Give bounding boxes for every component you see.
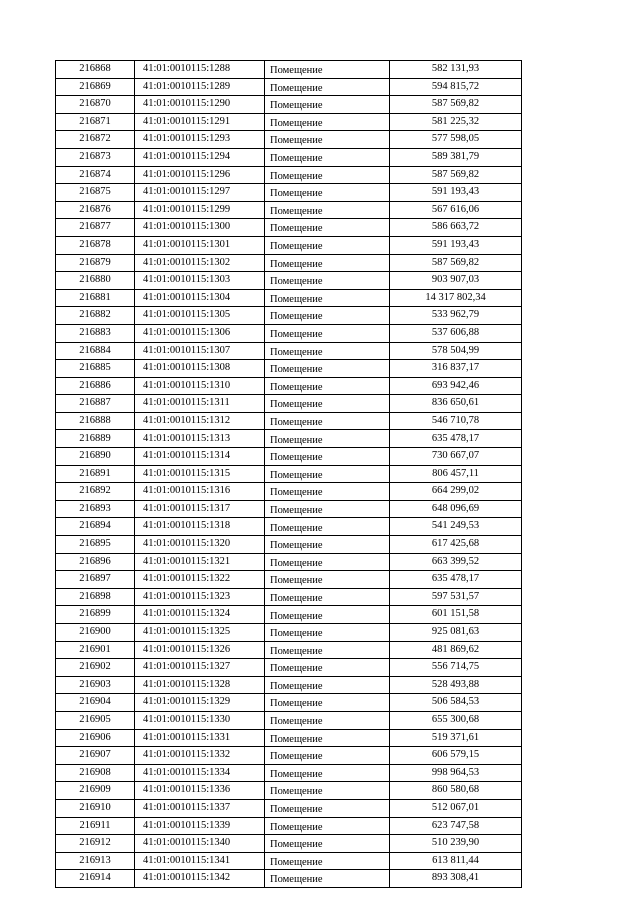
cadastral-value-cell: 578 504,99 <box>390 342 522 360</box>
table-row <box>56 113 522 131</box>
table-row <box>56 870 522 888</box>
table-row <box>56 96 522 114</box>
cadastral-value-cell: 903 907,03 <box>390 272 522 290</box>
object-type-cell: Помещение <box>265 96 390 114</box>
cadastral-value-cell: 589 381,79 <box>390 148 522 166</box>
row-number-cell: 216889 <box>56 430 135 448</box>
row-number-cell: 216907 <box>56 747 135 765</box>
cadastral-number-cell: 41:01:0010115:1332 <box>135 747 265 765</box>
cadastral-number-cell: 41:01:0010115:1340 <box>135 835 265 853</box>
object-type-cell: Помещение <box>265 360 390 378</box>
cadastral-value-cell: 587 569,82 <box>390 96 522 114</box>
table-row <box>56 571 522 589</box>
cadastral-number-cell: 41:01:0010115:1312 <box>135 412 265 430</box>
table-row <box>56 536 522 554</box>
cadastral-number-cell: 41:01:0010115:1305 <box>135 307 265 325</box>
cadastral-value-cell: 528 493,88 <box>390 676 522 694</box>
cadastral-value-cell: 582 131,93 <box>390 61 522 79</box>
cadastral-number-cell: 41:01:0010115:1315 <box>135 465 265 483</box>
table-row <box>56 624 522 642</box>
object-type-cell: Помещение <box>265 236 390 254</box>
cadastral-value-cell: 481 869,62 <box>390 641 522 659</box>
cadastral-number-cell: 41:01:0010115:1331 <box>135 729 265 747</box>
object-type-cell: Помещение <box>265 113 390 131</box>
object-type-cell: Помещение <box>265 764 390 782</box>
object-type-cell: Помещение <box>265 835 390 853</box>
cadastral-value-cell: 664 299,02 <box>390 483 522 501</box>
cadastral-number-cell: 41:01:0010115:1322 <box>135 571 265 589</box>
table-row <box>56 606 522 624</box>
object-type-cell: Помещение <box>265 571 390 589</box>
cadastral-number-cell: 41:01:0010115:1323 <box>135 588 265 606</box>
table-row <box>56 835 522 853</box>
row-number-cell: 216887 <box>56 395 135 413</box>
table-row <box>56 61 522 79</box>
table-row <box>56 254 522 272</box>
table-row <box>56 166 522 184</box>
object-type-cell: Помещение <box>265 201 390 219</box>
cadastral-value-cell: 594 815,72 <box>390 78 522 96</box>
object-type-cell: Помещение <box>265 483 390 501</box>
table-row <box>56 764 522 782</box>
object-type-cell: Помещение <box>265 219 390 237</box>
table-row <box>56 184 522 202</box>
table-row <box>56 852 522 870</box>
row-number-cell: 216881 <box>56 289 135 307</box>
table-body <box>56 61 522 888</box>
row-number-cell: 216878 <box>56 236 135 254</box>
object-type-cell: Помещение <box>265 536 390 554</box>
cadastral-value-cell: 591 193,43 <box>390 184 522 202</box>
table-row <box>56 307 522 325</box>
cadastral-value-cell: 893 308,41 <box>390 870 522 888</box>
row-number-cell: 216870 <box>56 96 135 114</box>
row-number-cell: 216894 <box>56 518 135 536</box>
cadastral-number-cell: 41:01:0010115:1311 <box>135 395 265 413</box>
row-number-cell: 216882 <box>56 307 135 325</box>
cadastral-value-cell: 648 096,69 <box>390 500 522 518</box>
row-number-cell: 216876 <box>56 201 135 219</box>
cadastral-number-cell: 41:01:0010115:1303 <box>135 272 265 290</box>
table-row <box>56 817 522 835</box>
row-number-cell: 216892 <box>56 483 135 501</box>
cadastral-value-cell: 519 371,61 <box>390 729 522 747</box>
cadastral-number-cell: 41:01:0010115:1299 <box>135 201 265 219</box>
table-row <box>56 729 522 747</box>
table-row <box>56 448 522 466</box>
row-number-cell: 216896 <box>56 553 135 571</box>
cadastral-number-cell: 41:01:0010115:1326 <box>135 641 265 659</box>
table-row <box>56 395 522 413</box>
table-row <box>56 219 522 237</box>
object-type-cell: Помещение <box>265 694 390 712</box>
row-number-cell: 216885 <box>56 360 135 378</box>
cadastral-number-cell: 41:01:0010115:1290 <box>135 96 265 114</box>
table-row <box>56 694 522 712</box>
object-type-cell: Помещение <box>265 553 390 571</box>
cadastral-number-cell: 41:01:0010115:1301 <box>135 236 265 254</box>
cadastral-value-cell: 506 584,53 <box>390 694 522 712</box>
table-row <box>56 747 522 765</box>
object-type-cell: Помещение <box>265 166 390 184</box>
table-row <box>56 272 522 290</box>
cadastral-value-cell: 635 478,17 <box>390 430 522 448</box>
table-row <box>56 430 522 448</box>
cadastral-number-cell: 41:01:0010115:1318 <box>135 518 265 536</box>
row-number-cell: 216905 <box>56 711 135 729</box>
cadastral-number-cell: 41:01:0010115:1308 <box>135 360 265 378</box>
cadastral-number-cell: 41:01:0010115:1324 <box>135 606 265 624</box>
cadastral-value-cell: 512 067,01 <box>390 799 522 817</box>
object-type-cell: Помещение <box>265 324 390 342</box>
table-row <box>56 148 522 166</box>
cadastral-value-cell: 925 081,63 <box>390 624 522 642</box>
object-type-cell: Помещение <box>265 817 390 835</box>
object-type-cell: Помещение <box>265 131 390 149</box>
cadastral-number-cell: 41:01:0010115:1328 <box>135 676 265 694</box>
row-number-cell: 216908 <box>56 764 135 782</box>
cadastral-value-cell: 601 151,58 <box>390 606 522 624</box>
object-type-cell: Помещение <box>265 606 390 624</box>
cadastral-number-cell: 41:01:0010115:1310 <box>135 377 265 395</box>
object-type-cell: Помещение <box>265 289 390 307</box>
table-row <box>56 500 522 518</box>
cadastral-value-cell: 510 239,90 <box>390 835 522 853</box>
cadastral-number-cell: 41:01:0010115:1289 <box>135 78 265 96</box>
cadastral-value-cell: 541 249,53 <box>390 518 522 536</box>
row-number-cell: 216914 <box>56 870 135 888</box>
cadastral-number-cell: 41:01:0010115:1293 <box>135 131 265 149</box>
cadastral-value-cell: 860 580,68 <box>390 782 522 800</box>
object-type-cell: Помещение <box>265 465 390 483</box>
cadastral-number-cell: 41:01:0010115:1307 <box>135 342 265 360</box>
row-number-cell: 216906 <box>56 729 135 747</box>
cadastral-value-cell: 806 457,11 <box>390 465 522 483</box>
cadastral-value-cell: 623 747,58 <box>390 817 522 835</box>
row-number-cell: 216895 <box>56 536 135 554</box>
table-row <box>56 131 522 149</box>
row-number-cell: 216902 <box>56 659 135 677</box>
cadastral-value-cell: 606 579,15 <box>390 747 522 765</box>
object-type-cell: Помещение <box>265 448 390 466</box>
cadastral-value-cell: 998 964,53 <box>390 764 522 782</box>
row-number-cell: 216877 <box>56 219 135 237</box>
cadastral-value-table <box>55 60 522 888</box>
object-type-cell: Помещение <box>265 852 390 870</box>
object-type-cell: Помещение <box>265 588 390 606</box>
table-row <box>56 782 522 800</box>
object-type-cell: Помещение <box>265 430 390 448</box>
object-type-cell: Помещение <box>265 747 390 765</box>
row-number-cell: 216904 <box>56 694 135 712</box>
object-type-cell: Помещение <box>265 711 390 729</box>
cadastral-value-cell: 635 478,17 <box>390 571 522 589</box>
row-number-cell: 216903 <box>56 676 135 694</box>
object-type-cell: Помещение <box>265 148 390 166</box>
cadastral-value-cell: 556 714,75 <box>390 659 522 677</box>
object-type-cell: Помещение <box>265 659 390 677</box>
cadastral-number-cell: 41:01:0010115:1334 <box>135 764 265 782</box>
row-number-cell: 216884 <box>56 342 135 360</box>
cadastral-value-cell: 655 300,68 <box>390 711 522 729</box>
row-number-cell: 216912 <box>56 835 135 853</box>
cadastral-value-cell: 587 569,82 <box>390 166 522 184</box>
cadastral-number-cell: 41:01:0010115:1320 <box>135 536 265 554</box>
cadastral-number-cell: 41:01:0010115:1297 <box>135 184 265 202</box>
object-type-cell: Помещение <box>265 729 390 747</box>
cadastral-value-cell: 693 942,46 <box>390 377 522 395</box>
table-row <box>56 78 522 96</box>
object-type-cell: Помещение <box>265 500 390 518</box>
cadastral-number-cell: 41:01:0010115:1317 <box>135 500 265 518</box>
row-number-cell: 216909 <box>56 782 135 800</box>
cadastral-number-cell: 41:01:0010115:1291 <box>135 113 265 131</box>
table-row <box>56 377 522 395</box>
table-row <box>56 659 522 677</box>
cadastral-value-cell: 567 616,06 <box>390 201 522 219</box>
cadastral-value-cell: 613 811,44 <box>390 852 522 870</box>
cadastral-value-cell: 617 425,68 <box>390 536 522 554</box>
object-type-cell: Помещение <box>265 342 390 360</box>
row-number-cell: 216886 <box>56 377 135 395</box>
cadastral-value-cell: 577 598,05 <box>390 131 522 149</box>
row-number-cell: 216898 <box>56 588 135 606</box>
table-row <box>56 553 522 571</box>
object-type-cell: Помещение <box>265 518 390 536</box>
row-number-cell: 216893 <box>56 500 135 518</box>
row-number-cell: 216872 <box>56 131 135 149</box>
row-number-cell: 216901 <box>56 641 135 659</box>
object-type-cell: Помещение <box>265 395 390 413</box>
cadastral-number-cell: 41:01:0010115:1304 <box>135 289 265 307</box>
table-row <box>56 324 522 342</box>
table-row <box>56 342 522 360</box>
row-number-cell: 216874 <box>56 166 135 184</box>
table-row <box>56 799 522 817</box>
object-type-cell: Помещение <box>265 61 390 79</box>
object-type-cell: Помещение <box>265 184 390 202</box>
object-type-cell: Помещение <box>265 676 390 694</box>
cadastral-value-cell: 533 962,79 <box>390 307 522 325</box>
row-number-cell: 216890 <box>56 448 135 466</box>
cadastral-value-cell: 597 531,57 <box>390 588 522 606</box>
cadastral-number-cell: 41:01:0010115:1316 <box>135 483 265 501</box>
object-type-cell: Помещение <box>265 870 390 888</box>
cadastral-number-cell: 41:01:0010115:1302 <box>135 254 265 272</box>
table-row <box>56 711 522 729</box>
cadastral-value-cell: 316 837,17 <box>390 360 522 378</box>
object-type-cell: Помещение <box>265 782 390 800</box>
object-type-cell: Помещение <box>265 641 390 659</box>
cadastral-number-cell: 41:01:0010115:1342 <box>135 870 265 888</box>
table-row <box>56 289 522 307</box>
object-type-cell: Помещение <box>265 307 390 325</box>
table-row <box>56 483 522 501</box>
table-row <box>56 588 522 606</box>
object-type-cell: Помещение <box>265 272 390 290</box>
cadastral-number-cell: 41:01:0010115:1337 <box>135 799 265 817</box>
cadastral-value-cell: 581 225,32 <box>390 113 522 131</box>
cadastral-number-cell: 41:01:0010115:1296 <box>135 166 265 184</box>
row-number-cell: 216873 <box>56 148 135 166</box>
row-number-cell: 216875 <box>56 184 135 202</box>
table-row <box>56 676 522 694</box>
object-type-cell: Помещение <box>265 412 390 430</box>
table-row <box>56 641 522 659</box>
cadastral-value-cell: 546 710,78 <box>390 412 522 430</box>
row-number-cell: 216899 <box>56 606 135 624</box>
row-number-cell: 216883 <box>56 324 135 342</box>
row-number-cell: 216888 <box>56 412 135 430</box>
cadastral-value-cell: 537 606,88 <box>390 324 522 342</box>
row-number-cell: 216897 <box>56 571 135 589</box>
table-row <box>56 465 522 483</box>
cadastral-value-cell: 730 667,07 <box>390 448 522 466</box>
row-number-cell: 216913 <box>56 852 135 870</box>
table-row <box>56 360 522 378</box>
row-number-cell: 216871 <box>56 113 135 131</box>
cadastral-value-cell: 14 317 802,34 <box>390 289 522 307</box>
row-number-cell: 216868 <box>56 61 135 79</box>
cadastral-number-cell: 41:01:0010115:1329 <box>135 694 265 712</box>
cadastral-number-cell: 41:01:0010115:1336 <box>135 782 265 800</box>
table-row <box>56 201 522 219</box>
table-row <box>56 236 522 254</box>
cadastral-number-cell: 41:01:0010115:1294 <box>135 148 265 166</box>
row-number-cell: 216879 <box>56 254 135 272</box>
row-number-cell: 216880 <box>56 272 135 290</box>
cadastral-number-cell: 41:01:0010115:1314 <box>135 448 265 466</box>
row-number-cell: 216911 <box>56 817 135 835</box>
cadastral-value-cell: 836 650,61 <box>390 395 522 413</box>
cadastral-number-cell: 41:01:0010115:1339 <box>135 817 265 835</box>
cadastral-number-cell: 41:01:0010115:1313 <box>135 430 265 448</box>
cadastral-number-cell: 41:01:0010115:1325 <box>135 624 265 642</box>
row-number-cell: 216910 <box>56 799 135 817</box>
cadastral-value-cell: 587 569,82 <box>390 254 522 272</box>
object-type-cell: Помещение <box>265 254 390 272</box>
object-type-cell: Помещение <box>265 78 390 96</box>
table-row <box>56 412 522 430</box>
row-number-cell: 216900 <box>56 624 135 642</box>
cadastral-number-cell: 41:01:0010115:1321 <box>135 553 265 571</box>
cadastral-number-cell: 41:01:0010115:1341 <box>135 852 265 870</box>
row-number-cell: 216869 <box>56 78 135 96</box>
cadastral-number-cell: 41:01:0010115:1327 <box>135 659 265 677</box>
cadastral-value-cell: 663 399,52 <box>390 553 522 571</box>
row-number-cell: 216891 <box>56 465 135 483</box>
object-type-cell: Помещение <box>265 799 390 817</box>
cadastral-value-cell: 591 193,43 <box>390 236 522 254</box>
table-row <box>56 518 522 536</box>
object-type-cell: Помещение <box>265 624 390 642</box>
cadastral-number-cell: 41:01:0010115:1306 <box>135 324 265 342</box>
cadastral-number-cell: 41:01:0010115:1300 <box>135 219 265 237</box>
cadastral-number-cell: 41:01:0010115:1288 <box>135 61 265 79</box>
cadastral-value-cell: 586 663,72 <box>390 219 522 237</box>
object-type-cell: Помещение <box>265 377 390 395</box>
cadastral-number-cell: 41:01:0010115:1330 <box>135 711 265 729</box>
